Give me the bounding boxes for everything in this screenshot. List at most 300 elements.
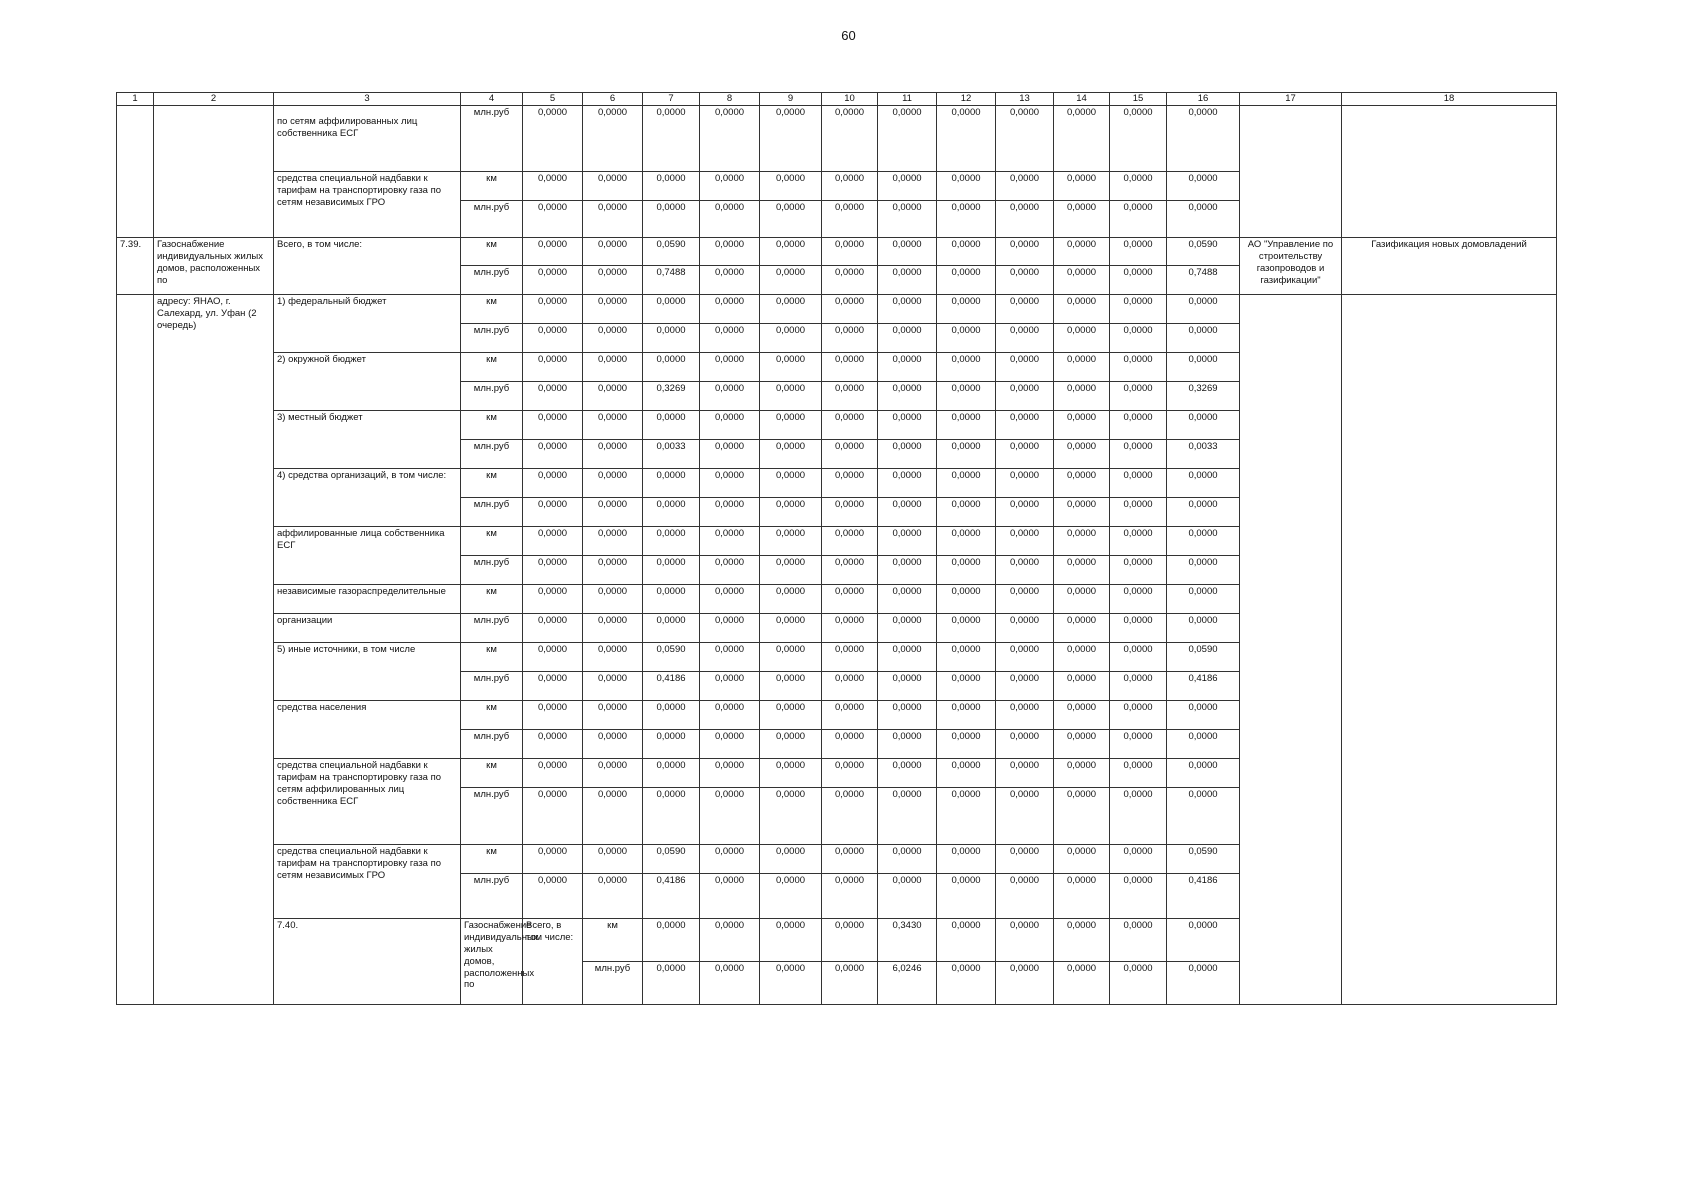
value-cell: 0,0000 <box>1110 238 1167 266</box>
value-cell: 0,0000 <box>1054 498 1110 527</box>
value-cell: 0,0000 <box>760 672 822 701</box>
value-cell: 0,0000 <box>700 440 760 469</box>
value-cell: 0,0000 <box>878 845 937 874</box>
value-cell: 0,0000 <box>996 556 1054 585</box>
col-header: 12 <box>937 93 996 106</box>
cell-empty <box>1342 106 1557 238</box>
value-cell: 0,0000 <box>583 672 643 701</box>
value-cell: 0,0000 <box>878 238 937 266</box>
value-cell: 0,0000 <box>643 730 700 759</box>
value-cell: 0,0000 <box>822 874 878 919</box>
table-row <box>117 295 1557 324</box>
value-cell: 0,0000 <box>878 201 937 238</box>
value-cell: 0,0000 <box>822 845 878 874</box>
value-cell: 0,0000 <box>523 295 583 324</box>
value-cell: 0,0000 <box>822 266 878 295</box>
value-cell: 0,0000 <box>1167 324 1240 353</box>
value-cell: 0,0000 <box>1110 759 1167 788</box>
value-cell: 0,0000 <box>1167 759 1240 788</box>
value-cell: 0,0000 <box>1167 730 1240 759</box>
value-cell: 0,0000 <box>1110 106 1167 172</box>
value-cell: 0,0000 <box>937 919 996 962</box>
unit-cell: км <box>461 585 523 614</box>
value-cell: 0,0590 <box>1167 238 1240 266</box>
responsible-organization: АО "Управление по строительству газопроводов и газификации" <box>1240 238 1342 295</box>
value-cell: 0,0000 <box>583 172 643 201</box>
value-cell: 0,0000 <box>643 585 700 614</box>
value-cell: 0,0000 <box>996 874 1054 919</box>
value-cell: 0,0000 <box>643 469 700 498</box>
col-header: 13 <box>996 93 1054 106</box>
value-cell: 0,0000 <box>760 845 822 874</box>
value-cell: 0,0000 <box>760 701 822 730</box>
value-cell: 0,0000 <box>523 701 583 730</box>
value-cell: 0,0000 <box>996 730 1054 759</box>
col-header: 17 <box>1240 93 1342 106</box>
cell-empty <box>117 295 154 1005</box>
value-cell: 0,0000 <box>1110 585 1167 614</box>
value-cell: 0,0000 <box>583 353 643 382</box>
value-cell: 0,0000 <box>760 382 822 411</box>
value-cell: 0,0000 <box>937 382 996 411</box>
value-cell: 0,0000 <box>937 324 996 353</box>
value-cell: 0,0000 <box>1110 874 1167 919</box>
value-cell: 0,0000 <box>996 382 1054 411</box>
unit-cell: млн.руб <box>461 440 523 469</box>
value-cell: 0,0000 <box>822 106 878 172</box>
value-cell: 0,0000 <box>878 411 937 440</box>
value-cell: 0,0000 <box>878 266 937 295</box>
value-cell: 0,0033 <box>1167 440 1240 469</box>
value-cell: 0,0000 <box>996 962 1054 1005</box>
value-cell: 0,0000 <box>1167 556 1240 585</box>
value-cell: 0,0000 <box>878 556 937 585</box>
value-cell: 0,0000 <box>523 672 583 701</box>
value-cell: 0,0000 <box>878 440 937 469</box>
value-cell: 0,0000 <box>1054 106 1110 172</box>
funding-source-label: 3) местный бюджет <box>274 411 461 469</box>
value-cell: 0,0000 <box>996 172 1054 201</box>
value-cell: 0,0000 <box>700 295 760 324</box>
value-cell: 0,0000 <box>1167 585 1240 614</box>
value-cell: 0,0000 <box>937 295 996 324</box>
value-cell: 0,0000 <box>643 788 700 845</box>
value-cell: 0,0590 <box>643 845 700 874</box>
unit-cell: км <box>461 759 523 788</box>
value-cell: 0,0000 <box>822 962 878 1005</box>
value-cell: 0,0000 <box>700 919 760 962</box>
value-cell: 0,0000 <box>523 874 583 919</box>
page-number: 60 <box>841 28 856 43</box>
value-cell: 0,0000 <box>1167 201 1240 238</box>
value-cell: 0,0000 <box>1054 874 1110 919</box>
value-cell: 0,0000 <box>822 672 878 701</box>
value-cell: 0,0000 <box>996 919 1054 962</box>
col-header: 11 <box>878 93 937 106</box>
value-cell: 0,0000 <box>760 919 822 962</box>
value-cell: 0,0000 <box>643 759 700 788</box>
value-cell: 0,0000 <box>878 382 937 411</box>
value-cell: 0,0000 <box>1167 614 1240 643</box>
unit-cell: млн.руб <box>461 874 523 919</box>
value-cell: 0,0000 <box>760 614 822 643</box>
purpose-cell: Газификация новых домовладений <box>1342 238 1557 295</box>
value-cell: 0,0000 <box>760 730 822 759</box>
value-cell: 0,0000 <box>1110 919 1167 962</box>
value-cell: 0,0000 <box>996 643 1054 672</box>
value-cell: 0,0000 <box>996 672 1054 701</box>
col-header: 9 <box>760 93 822 106</box>
value-cell: 0,0000 <box>1110 295 1167 324</box>
value-cell: 0,0000 <box>523 788 583 845</box>
funding-source-label: 5) иные источники, в том числе <box>274 643 461 701</box>
value-cell: 0,0000 <box>700 411 760 440</box>
value-cell: 0,0000 <box>937 845 996 874</box>
value-cell: 0,0000 <box>878 498 937 527</box>
value-cell: 0,0000 <box>760 643 822 672</box>
value-cell: 0,0590 <box>1167 845 1240 874</box>
value-cell: 0,0000 <box>937 585 996 614</box>
value-cell: 0,0000 <box>700 672 760 701</box>
value-cell: 0,0000 <box>822 440 878 469</box>
value-cell: 0,0000 <box>822 411 878 440</box>
value-cell: 0,0000 <box>643 106 700 172</box>
value-cell: 0,0000 <box>937 527 996 556</box>
value-cell: 0,0000 <box>643 614 700 643</box>
investment-table <box>116 92 1557 1005</box>
value-cell: 0,0000 <box>1110 527 1167 556</box>
unit-cell: км <box>583 919 643 962</box>
value-cell: 0,0000 <box>937 266 996 295</box>
value-cell: 0,0000 <box>822 382 878 411</box>
unit-cell: млн.руб <box>461 382 523 411</box>
value-cell: 0,0000 <box>643 353 700 382</box>
value-cell: 0,0000 <box>583 527 643 556</box>
value-cell: 0,0000 <box>760 585 822 614</box>
value-cell: 0,0000 <box>523 498 583 527</box>
cell-empty <box>154 106 274 238</box>
cell-empty <box>117 106 154 238</box>
value-cell: 0,0000 <box>996 295 1054 324</box>
value-cell: 0,0000 <box>583 585 643 614</box>
value-cell: 0,0000 <box>822 172 878 201</box>
value-cell: 0,0000 <box>583 845 643 874</box>
value-cell: 0,0000 <box>937 672 996 701</box>
value-cell: 0,0000 <box>996 614 1054 643</box>
value-cell: 0,0000 <box>700 266 760 295</box>
value-cell: 0,0000 <box>523 353 583 382</box>
col-header: 5 <box>523 93 583 106</box>
funding-source-label: средства специальной надбавки к тарифам на транспортировку газа по сетям независимых ГРО <box>274 845 461 919</box>
value-cell: 0,0000 <box>1054 845 1110 874</box>
item-number: 7.39. <box>117 238 154 295</box>
value-cell: 0,0000 <box>1110 440 1167 469</box>
value-cell: 0,0000 <box>937 238 996 266</box>
unit-cell: млн.руб <box>461 672 523 701</box>
value-cell: 0,0000 <box>1054 295 1110 324</box>
value-cell: 0,0000 <box>878 788 937 845</box>
value-cell: 0,0000 <box>1167 919 1240 962</box>
value-cell: 0,0000 <box>1054 469 1110 498</box>
value-cell: 0,0000 <box>822 701 878 730</box>
value-cell: 0,0000 <box>1167 701 1240 730</box>
value-cell: 0,0000 <box>996 440 1054 469</box>
value-cell: 0,0000 <box>878 324 937 353</box>
unit-cell: км <box>461 172 523 201</box>
value-cell: 0,0000 <box>1167 106 1240 172</box>
value-cell: 0,0000 <box>1110 172 1167 201</box>
value-cell: 0,0000 <box>937 201 996 238</box>
value-cell: 0,0000 <box>700 172 760 201</box>
value-cell: 0,0000 <box>996 845 1054 874</box>
value-cell: 0,0000 <box>583 874 643 919</box>
value-cell: 0,0000 <box>583 614 643 643</box>
col-header: 2 <box>154 93 274 106</box>
unit-cell: млн.руб <box>461 556 523 585</box>
value-cell: 0,0000 <box>1110 556 1167 585</box>
value-cell: 0,0000 <box>643 556 700 585</box>
value-cell: 0,0000 <box>583 440 643 469</box>
value-cell: 0,3269 <box>643 382 700 411</box>
value-cell: 0,0000 <box>1054 788 1110 845</box>
value-cell: 0,0000 <box>700 469 760 498</box>
value-cell: 0,0000 <box>1167 295 1240 324</box>
value-cell: 0,0000 <box>523 469 583 498</box>
funding-source-label: организации <box>274 614 461 643</box>
value-cell: 0,0000 <box>822 919 878 962</box>
col-header: 8 <box>700 93 760 106</box>
unit-cell: км <box>461 353 523 382</box>
value-cell: 0,0000 <box>822 585 878 614</box>
col-header: 4 <box>461 93 523 106</box>
value-cell: 0,0000 <box>1110 411 1167 440</box>
value-cell: 0,0000 <box>822 295 878 324</box>
value-cell: 0,0000 <box>1054 172 1110 201</box>
value-cell: 0,0000 <box>700 527 760 556</box>
value-cell: 0,0000 <box>760 556 822 585</box>
value-cell: 0,0000 <box>700 730 760 759</box>
cell-empty <box>1240 106 1342 238</box>
value-cell: 0,0000 <box>523 238 583 266</box>
value-cell: 0,0000 <box>700 498 760 527</box>
value-cell: 0,0000 <box>822 614 878 643</box>
unit-cell: млн.руб <box>461 324 523 353</box>
value-cell: 0,4186 <box>643 672 700 701</box>
value-cell: 0,0000 <box>937 962 996 1005</box>
value-cell: 0,0000 <box>700 585 760 614</box>
value-cell: 0,0000 <box>878 172 937 201</box>
col-header: 16 <box>1167 93 1240 106</box>
value-cell: 0,0000 <box>822 556 878 585</box>
value-cell: 0,0000 <box>583 106 643 172</box>
unit-cell: км <box>461 411 523 440</box>
value-cell: 0,0000 <box>760 411 822 440</box>
value-cell: 0,0000 <box>760 106 822 172</box>
value-cell: 0,0000 <box>937 730 996 759</box>
value-cell: 0,0000 <box>583 469 643 498</box>
value-cell: 0,0000 <box>1110 730 1167 759</box>
value-cell: 0,7488 <box>1167 266 1240 295</box>
value-cell: 0,0000 <box>996 527 1054 556</box>
value-cell: 0,0000 <box>1110 324 1167 353</box>
value-cell: 0,0000 <box>1054 411 1110 440</box>
col-header: 7 <box>643 93 700 106</box>
funding-source-label: Всего, в том числе: <box>523 919 583 1005</box>
value-cell: 0,0000 <box>1054 962 1110 1005</box>
value-cell: 0,0000 <box>760 201 822 238</box>
value-cell: 0,0000 <box>937 172 996 201</box>
value-cell: 0,0000 <box>643 324 700 353</box>
funding-source-label: по сетям аффилированных лиц собственника ЕСГ <box>274 106 461 172</box>
value-cell: 0,0000 <box>878 469 937 498</box>
col-header: 3 <box>274 93 461 106</box>
value-cell: 0,0000 <box>643 498 700 527</box>
value-cell: 0,0000 <box>760 759 822 788</box>
value-cell: 0,0000 <box>760 266 822 295</box>
value-cell: 0,0590 <box>1167 643 1240 672</box>
object-name: адресу: ЯНАО, г. Салехард, ул. Уфан (2 очередь) <box>154 295 274 1005</box>
value-cell: 0,0000 <box>700 201 760 238</box>
value-cell: 0,0000 <box>1054 238 1110 266</box>
value-cell: 0,0000 <box>878 643 937 672</box>
value-cell: 0,0000 <box>878 759 937 788</box>
value-cell: 0,4186 <box>643 874 700 919</box>
col-header: 1 <box>117 93 154 106</box>
value-cell: 0,0000 <box>1110 353 1167 382</box>
value-cell: 0,0000 <box>1054 585 1110 614</box>
funding-source-label: 2) окружной бюджет <box>274 353 461 411</box>
value-cell: 0,0000 <box>643 962 700 1005</box>
value-cell: 0,0000 <box>1054 701 1110 730</box>
value-cell: 0,0000 <box>1110 672 1167 701</box>
value-cell: 0,0000 <box>1054 382 1110 411</box>
value-cell: 0,0000 <box>700 614 760 643</box>
value-cell: 0,0000 <box>523 106 583 172</box>
funding-source-label: аффилированные лица собственника ЕСГ <box>274 527 461 585</box>
value-cell: 0,0000 <box>700 874 760 919</box>
funding-source-label: средства специальной надбавки к тарифам на транспортировку газа по сетям аффилированных лиц собственника ЕСГ <box>274 759 461 845</box>
value-cell: 0,0000 <box>583 201 643 238</box>
value-cell: 0,0000 <box>1167 353 1240 382</box>
value-cell: 0,0000 <box>760 874 822 919</box>
value-cell: 0,0000 <box>822 759 878 788</box>
value-cell: 0,0000 <box>760 527 822 556</box>
value-cell: 0,0000 <box>996 498 1054 527</box>
value-cell: 0,0000 <box>760 324 822 353</box>
value-cell: 0,0000 <box>937 614 996 643</box>
value-cell: 0,0000 <box>583 266 643 295</box>
value-cell: 0,0000 <box>1110 643 1167 672</box>
value-cell: 0,0000 <box>583 701 643 730</box>
unit-cell: млн.руб <box>461 266 523 295</box>
value-cell: 0,0000 <box>700 845 760 874</box>
value-cell: 0,0000 <box>700 382 760 411</box>
funding-source-label: Всего, в том числе: <box>274 238 461 295</box>
value-cell: 0,0000 <box>1110 266 1167 295</box>
funding-source-label: средства специальной надбавки к тарифам на транспортировку газа по сетям независимых ГРО <box>274 172 461 238</box>
value-cell: 0,0000 <box>1054 527 1110 556</box>
value-cell: 0,0000 <box>583 324 643 353</box>
value-cell: 0,0590 <box>643 643 700 672</box>
value-cell: 0,0000 <box>822 238 878 266</box>
value-cell: 0,0000 <box>878 874 937 919</box>
unit-cell: км <box>461 469 523 498</box>
value-cell: 0,0000 <box>583 411 643 440</box>
value-cell: 0,0000 <box>937 759 996 788</box>
value-cell: 0,0000 <box>822 324 878 353</box>
value-cell: 0,0000 <box>1054 759 1110 788</box>
value-cell: 0,0000 <box>1054 614 1110 643</box>
value-cell: 0,0000 <box>1110 962 1167 1005</box>
value-cell: 0,0000 <box>523 759 583 788</box>
funding-source-label: средства населения <box>274 701 461 759</box>
value-cell: 0,0000 <box>643 411 700 440</box>
value-cell: 0,0000 <box>1110 701 1167 730</box>
col-header: 6 <box>583 93 643 106</box>
table-row <box>117 238 1557 266</box>
value-cell: 0,0000 <box>1110 201 1167 238</box>
value-cell: 0,0000 <box>1167 788 1240 845</box>
value-cell: 0,0000 <box>1110 614 1167 643</box>
value-cell: 0,0000 <box>760 788 822 845</box>
value-cell: 0,0000 <box>700 759 760 788</box>
funding-source-label: 1) федеральный бюджет <box>274 295 461 353</box>
value-cell: 0,0000 <box>1167 498 1240 527</box>
value-cell: 0,0000 <box>822 498 878 527</box>
value-cell: 0,3430 <box>878 919 937 962</box>
value-cell: 0,0000 <box>1054 730 1110 759</box>
value-cell: 0,0000 <box>523 730 583 759</box>
value-cell: 0,0000 <box>583 382 643 411</box>
value-cell: 0,0000 <box>523 614 583 643</box>
value-cell: 0,0000 <box>760 172 822 201</box>
value-cell: 0,0000 <box>1054 353 1110 382</box>
unit-cell: млн.руб <box>461 201 523 238</box>
value-cell: 0,0000 <box>583 556 643 585</box>
unit-cell: км <box>461 527 523 556</box>
value-cell: 0,0000 <box>1167 411 1240 440</box>
value-cell: 0,0000 <box>1054 440 1110 469</box>
unit-cell: млн.руб <box>461 614 523 643</box>
value-cell: 0,0000 <box>1054 556 1110 585</box>
value-cell: 0,0000 <box>996 411 1054 440</box>
value-cell: 0,0000 <box>583 759 643 788</box>
unit-cell: км <box>461 845 523 874</box>
value-cell: 0,0000 <box>523 556 583 585</box>
unit-cell: км <box>461 701 523 730</box>
value-cell: 0,0000 <box>700 324 760 353</box>
value-cell: 0,0000 <box>1110 788 1167 845</box>
value-cell: 0,0000 <box>937 788 996 845</box>
value-cell: 0,4186 <box>1167 874 1240 919</box>
value-cell: 0,0000 <box>822 469 878 498</box>
value-cell: 0,0000 <box>937 874 996 919</box>
unit-cell: км <box>461 643 523 672</box>
value-cell: 0,0000 <box>937 411 996 440</box>
value-cell: 0,0000 <box>643 919 700 962</box>
value-cell: 0,0000 <box>937 498 996 527</box>
value-cell: 0,0000 <box>937 643 996 672</box>
value-cell: 0,0000 <box>878 672 937 701</box>
value-cell: 0,0000 <box>700 106 760 172</box>
value-cell: 0,0000 <box>996 759 1054 788</box>
table-row <box>117 106 1557 172</box>
col-header: 14 <box>1054 93 1110 106</box>
value-cell: 0,3269 <box>1167 382 1240 411</box>
value-cell: 0,0033 <box>643 440 700 469</box>
unit-cell: млн.руб <box>461 498 523 527</box>
value-cell: 0,0000 <box>760 962 822 1005</box>
